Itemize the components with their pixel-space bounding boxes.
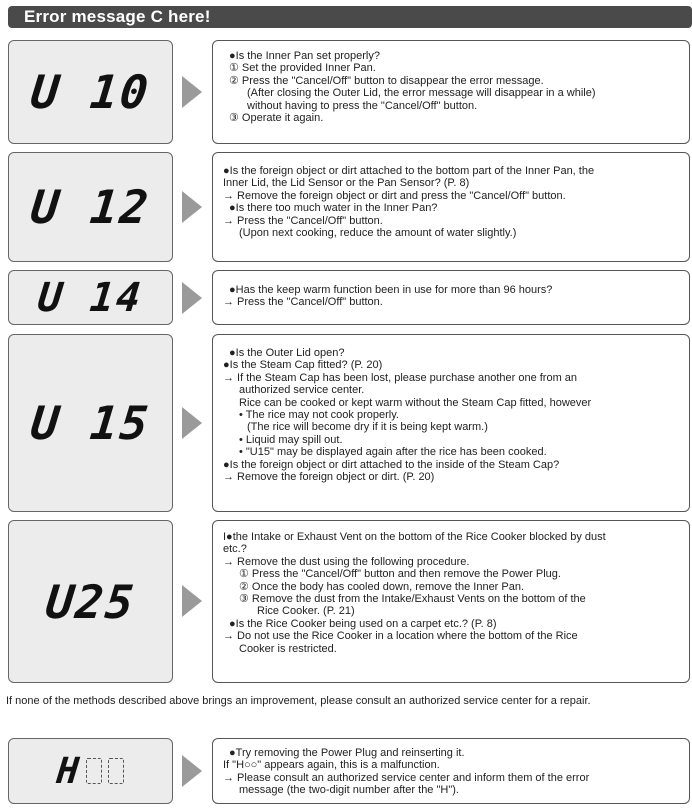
message-line: authorized service center. [239, 384, 365, 397]
message-line: (After closing the Outer Lid, the error message will disappear in a while) [247, 87, 596, 100]
error-code: U 10 [28, 65, 153, 119]
message-line: → Press the "Cancel/Off" button. [223, 296, 383, 309]
error-message-box [212, 40, 690, 144]
arrow-right-icon [182, 755, 202, 787]
error-message-box [212, 334, 690, 512]
message-line: without having to press the "Cancel/Off" button. [247, 99, 478, 112]
error-row-u12 [4, 152, 692, 262]
message-line: → Remove the dust using the following procedure. [223, 555, 470, 568]
error-code: U 12 [28, 180, 153, 234]
section-title: Error message C here! [24, 7, 211, 26]
error-display [8, 520, 173, 683]
error-code: U 14 [35, 274, 146, 321]
error-display [8, 270, 173, 325]
message-line: → Please consult an authorized service center and inform them of the error [223, 771, 590, 784]
message-line: • "U15" may be displayed again after the rice has been cooked. [239, 446, 547, 459]
message-line: ② Once the body has cooled down, remove the Inner Pan. [239, 580, 525, 593]
error-code-group [54, 750, 125, 792]
message-line: Rice can be cooked or kept warm without the Steam Cap fitted, however [239, 396, 592, 409]
message-line: Rice Cooker. (P. 21) [257, 605, 355, 618]
error-row-u15 [4, 334, 692, 512]
error-display [8, 738, 173, 804]
message-line: ③ Operate it again. [229, 112, 324, 125]
message-line: ●Has the keep warm function been in use for more than 96 hours? [229, 284, 553, 296]
message-line: message (the two-digit number after the "H"). [239, 784, 459, 797]
message-line: Inner Lid, the Lid Sensor or the Pan Sensor? (P. 8) [223, 177, 470, 190]
message-line: → Remove the foreign object or dirt and press the "Cancel/Off" button. [223, 189, 566, 202]
message-line: ① Set the provided Inner Pan. [229, 62, 376, 75]
message-line: → If the Steam Cap has been lost, please purchase another one from an [223, 371, 578, 384]
error-code: U 15 [28, 396, 153, 450]
section-header [8, 6, 692, 28]
message-line: ③ Remove the dust from the Intake/Exhaust Vents on the bottom of the [239, 593, 586, 606]
message-line: • Liquid may spill out. [239, 433, 343, 446]
message-line: ●Is there too much water in the Inner Pan? [229, 202, 438, 215]
error-display [8, 334, 173, 512]
message-line: If "H○○" appears again, this is a malfunction. [223, 759, 440, 772]
message-line: I●the Intake or Exhaust Vent on the bottom of the Rice Cooker blocked by dust [223, 531, 606, 543]
error-row-h [4, 738, 692, 804]
message-line: ●Is the Outer Lid open? [229, 347, 345, 359]
message-line: (Upon next cooking, reduce the amount of water slightly.) [239, 227, 517, 240]
error-row-u10 [4, 40, 692, 144]
message-line: → Do not use the Rice Cooker in a location where the bottom of the Rice [223, 630, 578, 643]
error-message-box [212, 520, 690, 683]
message-line: • The rice may not cook properly. [239, 409, 399, 422]
arrow-right-icon [182, 191, 202, 223]
error-display [8, 40, 173, 144]
message-line: ② Press the "Cancel/Off" button to disappear the error message. [229, 74, 544, 87]
message-line: ●Is the foreign object or dirt attached to the bottom part of the Inner Pan, the [223, 165, 595, 177]
message-line: → Remove the foreign object or dirt. (P. 20) [223, 471, 435, 484]
repair-note: If none of the methods described above brings an improvement, please consult an authorized service center for a repair. [6, 695, 591, 707]
message-line: ●Try removing the Power Plug and reinserting it. [229, 747, 465, 759]
message-line: Cooker is restricted. [239, 642, 337, 655]
error-row-u14 [4, 270, 692, 325]
error-code: H [54, 750, 83, 792]
blank-digit-icon [86, 758, 102, 784]
error-message-box [212, 738, 690, 804]
message-line: ●Is the Inner Pan set properly? [229, 50, 380, 62]
arrow-right-icon [182, 76, 202, 108]
message-line: ① Press the "Cancel/Off" button and then remove the Power Plug. [239, 568, 561, 581]
error-row-u25 [4, 520, 692, 683]
blank-digit-icon [108, 758, 124, 784]
message-line: (The rice will become dry if it is being kept warm.) [247, 421, 488, 434]
error-message-box [212, 270, 690, 325]
arrow-right-icon [182, 407, 202, 439]
message-line: → Press the "Cancel/Off" button. [223, 214, 383, 227]
message-line: ●Is the Rice Cooker being used on a carpet etc.? (P. 8) [229, 617, 497, 630]
message-line: etc.? [223, 543, 247, 556]
error-display [8, 152, 173, 262]
message-line: ●Is the foreign object or dirt attached to the inside of the Steam Cap? [223, 458, 560, 471]
error-code: U25 [43, 574, 138, 629]
error-message-box [212, 152, 690, 262]
arrow-right-icon [182, 585, 202, 617]
arrow-right-icon [182, 282, 202, 314]
message-line: ●Is the Steam Cap fitted? (P. 20) [223, 359, 383, 372]
